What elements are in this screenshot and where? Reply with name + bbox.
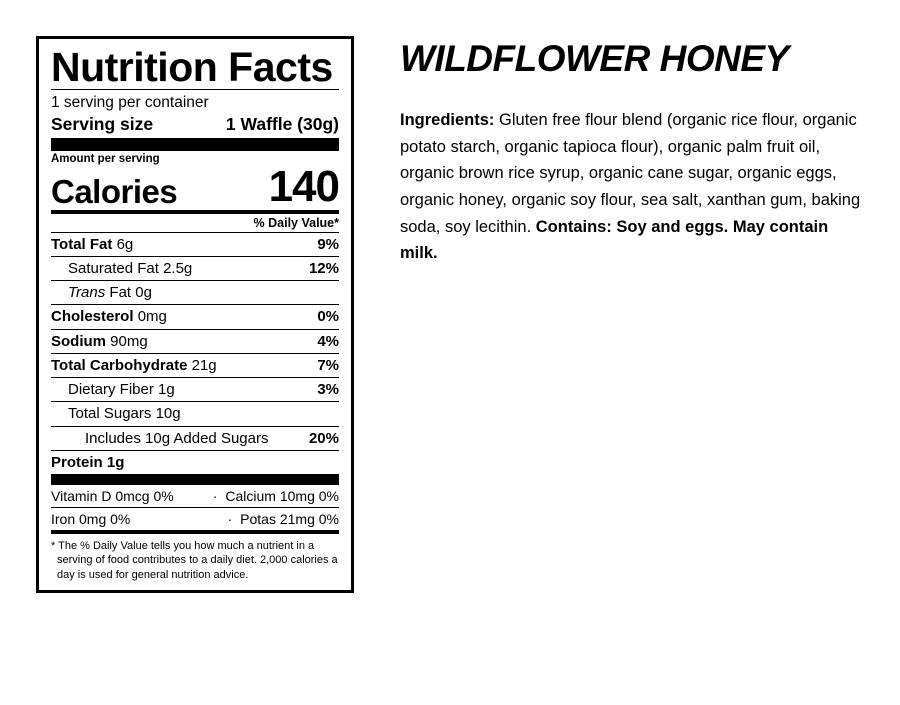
ingredients-paragraph	[400, 107, 868, 267]
divider-thick-2	[51, 474, 339, 485]
nutrient-row-total-sugars	[51, 402, 339, 425]
calcium-value: Calcium 10mg 0%	[225, 488, 339, 505]
iron-value: Iron 0mg 0%	[51, 511, 131, 528]
serving-size-value: 1 Waffle (30g)	[225, 114, 339, 135]
nutrient-row-cholesterol	[51, 305, 339, 328]
nutrient-name: Sodium	[51, 332, 106, 350]
nutrient-row-saturated-fat	[51, 257, 339, 280]
nutrient-dv: 0%	[317, 308, 339, 326]
nutrient-name: Total Sugars	[68, 405, 152, 423]
nutrient-row-protein	[51, 451, 339, 474]
nutrient-name: Includes 10g Added Sugars	[85, 429, 269, 447]
serving-size-row	[51, 113, 339, 138]
nutrient-row-total-fat	[51, 233, 339, 256]
calories-row	[51, 161, 339, 211]
nutrition-facts-panel	[36, 36, 354, 593]
nutrient-row-added-sugars	[51, 427, 339, 450]
nutrient-name: Dietary Fiber	[68, 381, 154, 399]
amount-per-serving-label: Amount per serving	[51, 153, 160, 166]
product-info	[400, 36, 868, 284]
serving-size-label: Serving size	[51, 114, 154, 135]
servings-per-container: 1 serving per container	[51, 93, 209, 111]
separator-dot: ·	[227, 511, 233, 528]
nutrient-dv: 4%	[317, 332, 339, 350]
nutrient-amount: 90mg	[110, 332, 148, 350]
nutrient-amount: 6g	[116, 235, 134, 253]
ingredients-text: Gluten free flour blend (organic rice flour, organic potato starch, organic tapioca flour), organic palm fruit oil, organic brown rice syrup, organic cane sugar, organic eggs, organic honey, organic soy flour, sea salt, xanthan gum, baking soda, soy lecithin.	[400, 110, 861, 236]
nutrient-name: Protein	[51, 453, 103, 471]
nutrient-dv: 12%	[308, 259, 339, 277]
calories-label: Calories	[51, 172, 178, 210]
nutrient-dv: 20%	[308, 429, 339, 447]
nutrient-row-sodium	[51, 330, 339, 353]
vitamins-section	[51, 485, 339, 530]
nutrient-name: Cholesterol	[51, 308, 134, 326]
nutrition-facts-title: Nutrition Facts	[51, 44, 333, 90]
nutrient-amount: 1g	[106, 453, 125, 471]
daily-value-footnote: * The % Daily Value tells you how much a nutrient in a serving of food contributes to a daily diet. 2,000 calories a day is used for general nutrition advice.	[51, 540, 338, 581]
vitamin-row-2	[51, 508, 339, 530]
nutrient-dv: 7%	[317, 356, 339, 374]
nutrient-name: Trans	[68, 284, 106, 302]
nutrient-name: Saturated Fat	[68, 259, 159, 277]
daily-value-header: % Daily Value*	[253, 215, 339, 230]
vitamin-row-1	[51, 485, 339, 507]
nutrient-amount: Fat 0g	[109, 284, 152, 302]
nutrient-amount: 2.5g	[163, 259, 193, 277]
nutrient-amount: 1g	[158, 381, 175, 399]
calories-value: 140	[268, 161, 339, 211]
divider-thick-1	[51, 138, 339, 151]
contains-allergens-text: Contains: Soy and eggs. May contain milk.	[400, 217, 829, 263]
ingredients-label: Ingredients:	[400, 110, 495, 129]
nutrient-dv: 9%	[317, 235, 339, 253]
nutrient-amount: 0mg	[137, 308, 167, 326]
nutrient-name: Total Carbohydrate	[51, 356, 188, 374]
nutrient-row-total-carbohydrate	[51, 354, 339, 377]
potassium-value: Potas 21mg 0%	[240, 511, 339, 528]
nutrient-amount: 21g	[191, 356, 217, 374]
separator-dot: ·	[212, 488, 218, 505]
nutrient-name: Total Fat	[51, 235, 113, 253]
nutrient-row-trans-fat	[51, 281, 339, 304]
vitamin-d-value: Vitamin D 0mcg 0%	[51, 488, 174, 505]
nutrient-row-dietary-fiber	[51, 378, 339, 401]
nutrient-amount: 10g	[155, 405, 181, 423]
product-title: WILDFLOWER HONEY	[400, 38, 789, 79]
nutrient-dv: 3%	[317, 381, 339, 399]
